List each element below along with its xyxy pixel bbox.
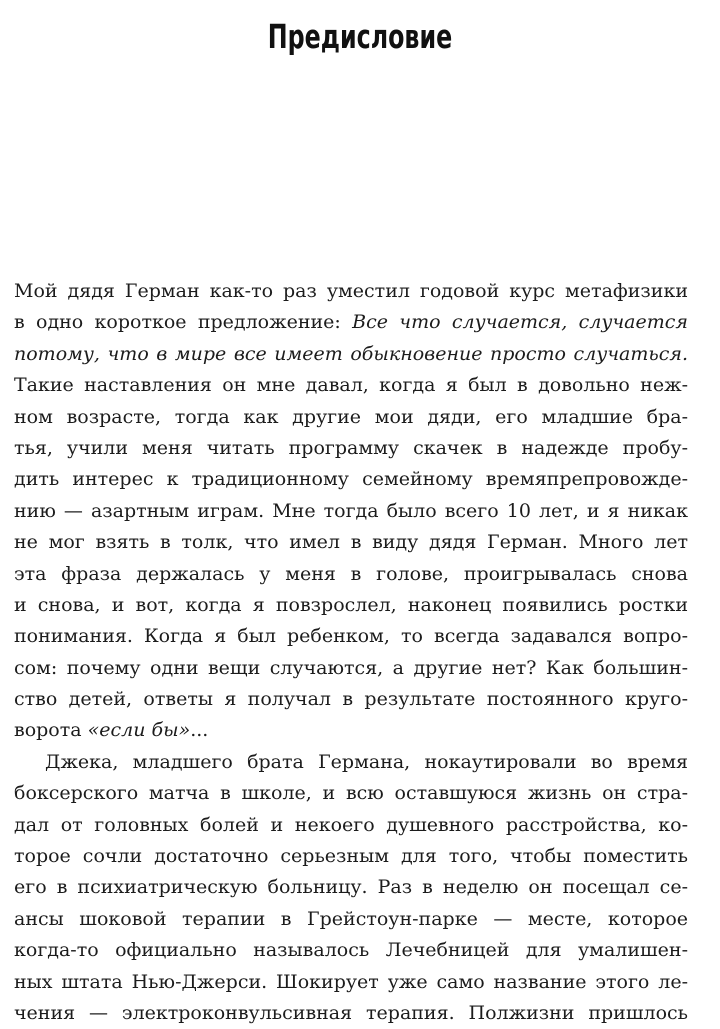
text-line (14, 339, 688, 370)
text-line: сом: почему одни вещи случаются, а другие нет? Как большин- (14, 656, 688, 679)
body-text (14, 276, 688, 1029)
text-line: когда-то официально называлось Лечебницей для умалишен- (14, 939, 688, 962)
text-line: чения — электроконвульсивная терапия. Полжизни пришлось (14, 1001, 688, 1024)
italic-quote: «если бы» (87, 719, 191, 742)
text-line: эта фраза держалась у меня в голове, проигрывалась снова (14, 562, 688, 585)
text-line: Джека, младшего брата Германа, нокаутировали во время (45, 750, 688, 773)
text-line: его в психиатрическую больницу. Раз в неделю он посещал се- (14, 876, 688, 899)
text-run: ворота (14, 719, 88, 742)
text-line: нию — азартным играм. Мне тогда было всего 10 лет, и я никак (14, 499, 688, 522)
text-line: ном возрасте, тогда как другие мои дяди, его младшие бра- (14, 405, 688, 428)
text-line: торое сочли достаточно серьезным для того, чтобы поместить (14, 845, 688, 868)
text-line: понимания. Когда я был ребенком, то всегда задавался вопро- (14, 625, 688, 648)
text-line: тья, учили меня читать программу скачек в надежде пробу- (14, 436, 688, 459)
text-line: дал от головных болей и некоего душевного расстройства, ко- (14, 813, 688, 836)
text-run: в одно короткое предложение: (14, 311, 353, 334)
text-run: ... (190, 719, 209, 742)
italic-quote: Все что случается, случается (352, 311, 688, 334)
text-line: боксерского матча в школе, и всю оставшуюся жизнь он стра- (14, 782, 688, 805)
text-line: Такие наставления он мне давал, когда я был в довольно неж- (14, 374, 688, 397)
text-line (14, 715, 688, 746)
text-line: не мог взять в толк, что имел в виду дядя Герман. Много лет (14, 531, 688, 554)
text-line: дить интерес к традиционному семейному времяпрепровожде- (14, 468, 688, 491)
text-line: Мой дядя Герман как-то раз уместил годовой курс метафизики (14, 280, 688, 302)
text-line: ство детей, ответы я получал в результате постоянного круго- (14, 688, 688, 711)
chapter-title: Предисловие (267, 17, 453, 56)
text-line: ансы шоковой терапии в Грейстоун-парке — месте, которое (14, 907, 688, 930)
text-line: и снова, и вот, когда я повзрослел, наконец появились ростки (14, 593, 688, 616)
italic-quote: потому, что в мире все имеет обыкновение просто случаться. (14, 342, 688, 365)
text-line (14, 307, 688, 338)
text-line: ных штата Нью-Джерси. Шокирует уже само название этого ле- (14, 970, 688, 993)
